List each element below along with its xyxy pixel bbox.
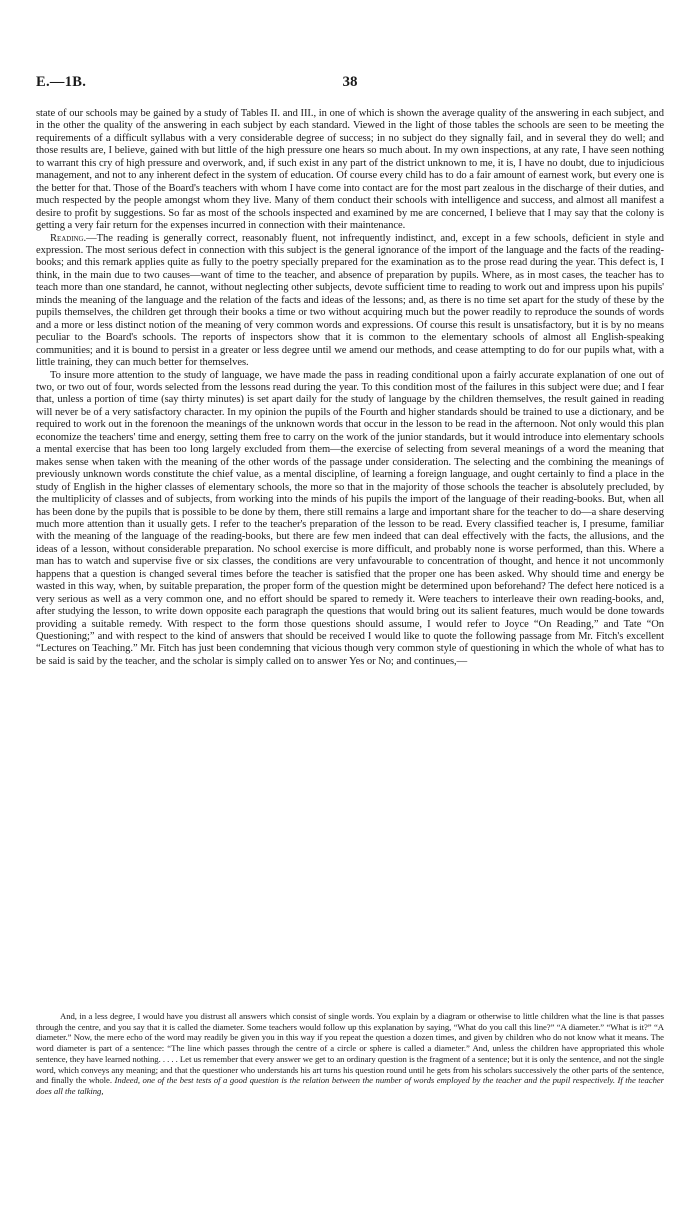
paragraph-language-study: To insure more attention to the study of language, we have made the pass in reading conditional upon a fairly accurate explanation of one out of two, or two out of four, words selected from the lessons read during the year. To this condition most of the failures in this subject were due; and I fear that, unless a portion of time (say thirty minutes) is set apart daily for the study of language by the children themselves, the result gained in reading will never be of a very satisfactory character. In my opinion the pupils of the Fourth and higher standards should be trained to use a dictionary, and be required to work out in the forenoon the meanings of the unknown words that occur in the lesson to be read in the afternoon. Not only would this plan economize the teachers' time and energy, setting them free to carry on the work of the junior standards, but it would introduce into elementary schools a mental exercise that has been too long largely excluded from them—the exercise of selecting from several meanings of a word the meaning that makes sense when taken with the meaning of the other words of the passage under consideration. The selecting and the combining the meanings of previously unknown words constitute the chief value, as a mental discipline, of learning a foreign language, and ought certainly to find a place in the study of English in the higher classes of elementary schools, the more so that in the majority of those schools the teacher is absolutely precluded, by the multiplicity of classes and of subjects, from working into the minds of his pupils the import of the language of their reading-books. But, when all has been done by the pupils that is possible to be done by them, there still remains a large and important share for the teacher to do—a share deserving much more attention than it usually gets. I refer to the teacher's preparation of the lesson to be read. Every classified teacher is, I presume, familiar with the meaning of the language of the reading-books, but there are few men indeed that can deal effectively with the facts, the allusions, and the ideas of a lesson, without considerable preparation. No school exercise is more difficult, and probably none is worse performed, than this. Where a man has to watch and supervise five or six classes, the conditions are very unfavourable to concentration of thought, and hence it not uncommonly happens that a question is changed several times before the teacher is satisfied that the proper one has been asked. Why should time and energy be wasted in this way, when, by suitable preparation, the proper form of the question might be determined upon beforehand? The defect here noticed is a very serious as well as a very common one, and no effort should be spared to remedy it. Were teachers to interleave their own reading-books, and, after studying the lesson, to write down opposite each paragraph the questions that would bring out its salient features, much would be done towards providing a suitable remedy. With respect to the form those questions should assume, I would refer to Joyce “On Reading,” and Tate “On Questioning;” and with respect to the kind of answers that should be received I would like to quote the following passage from Mr. Fitch's excellent “Lectures on Teaching.” Mr. Fitch has just been condemning that vicious though very common style of questioning in which the whole of what has to be said is said by the teacher, and the scholar is simply called on to answer Yes or No; and continues,— [36, 369, 664, 667]
block-quotation [36, 1011, 664, 1097]
quotation-text: And, in a less degree, I would have you distrust all answers which consist of single words. You explain by a diagram or otherwise to little children what the line is that passes through the centre, and you say that it is called the diameter. Some teachers would follow up this explanation by saying, “What do you call this line?” “A diameter.” “What is it?” “A diameter.” Now, the mere echo of the word may readily be given you in this way if you repeat the question a dozen times, and given by children who do not know what it means. The word diameter is part of a sentence: “The line which passes through the centre of a circle or sphere is called a diameter.” And, unless the children have appropriated this whole sentence, they have learned nothing. . . . . Let us remember that every answer we get to an ordinary question is the fragment of a sentence; but it is only the sentence, and not the single word, which conveys any meaning; and that the questioner who understands his art turns his question round until he gets from his scholars successively the other parts of the sentence, and finally the whole. [36, 1011, 664, 1086]
paragraph-reading-text: —The reading is generally correct, reasonably fluent, not infrequently indistinct, and, except in a few schools, deficient in style and expression. The most serious defect in connection with this subject is the general ignorance of the import of the language and the facts of the reading-books; and this remark applies quite as fully to the poetry specially prepared for the examination as to the prose read during the year. This defect is, I think, in the main due to two causes—want of time to the teacher, and absence of preparation by pupils. Where, as in most cases, the teacher has to teach more than one standard, he cannot, without neglecting other subjects, devote sufficient time to reading to work out and impress upon his pupils' minds the meaning of the language and the relation of the facts and ideas of the lessons; and, as there is no time set apart for the study of these by the pupils themselves, the children get through their books a time or two without acquiring much but the power readily to reproduce the sounds of words and a more or less distinct notion of the meaning of very common words and expressions. Of course this result is unsatisfactory, but it is by no means peculiar to the Board's schools. The reports of inspectors show that it is common to the elementary schools of almost all English-speaking communities; and it is bound to persist in a greater or less degree until we amend our methods, and cease attempting to do for our pupils what, with a little training, they can much better for themselves. [36, 232, 664, 369]
document-code: E.—1B. [36, 74, 87, 90]
quotation-paragraph [36, 1011, 664, 1097]
page-header [36, 74, 664, 94]
section-heading-reading: Reading. [50, 232, 87, 244]
quotation-italic-text: Indeed, one of the best tests of a good question is the relation between the number of words employed by the teacher and the pupil respectively. If the teacher does all the talking, [36, 1075, 665, 1096]
report-body [36, 108, 664, 668]
page-number: 38 [342, 74, 358, 90]
paragraph-reading [36, 233, 664, 370]
paragraph-schools-state: state of our schools may be gained by a study of Tables II. and III., in one of which is shown the average quality of the answering in each subject, and in the other the quality of the answering in each subject by each standard. Viewed in the light of those tables the schools are seen to be meeting the requirements of a difficult syllabus with a very considerable degree of success; in no subject do they signally fail, and in several they do well; and those results are, I believe, gained with but little of the high pressure one hears so much about. In my own inspections, at any rate, I have seen nothing to warrant this cry of high pressure and overwork, and, if such exist in any part of the district unknown to me, it is, I have no doubt, due to injudicious management, and not to any inherent defect in the system of education. Of course every child has to do a fair amount of earnest work, but every one is the better for that. Those of the Board's teachers with whom I have come into contact are for the most part zealous in the discharge of their duties, and much respected by the people amongst whom they live. Many of them conduct their schools with intelligence and success, and almost all manifest a desire to profit by suggestions. So far as most of the schools inspected and examined by me are concerned, I believe that I may say that the colony is getting a very fair return for the expenses incurred in connection with their maintenance. [36, 108, 664, 232]
